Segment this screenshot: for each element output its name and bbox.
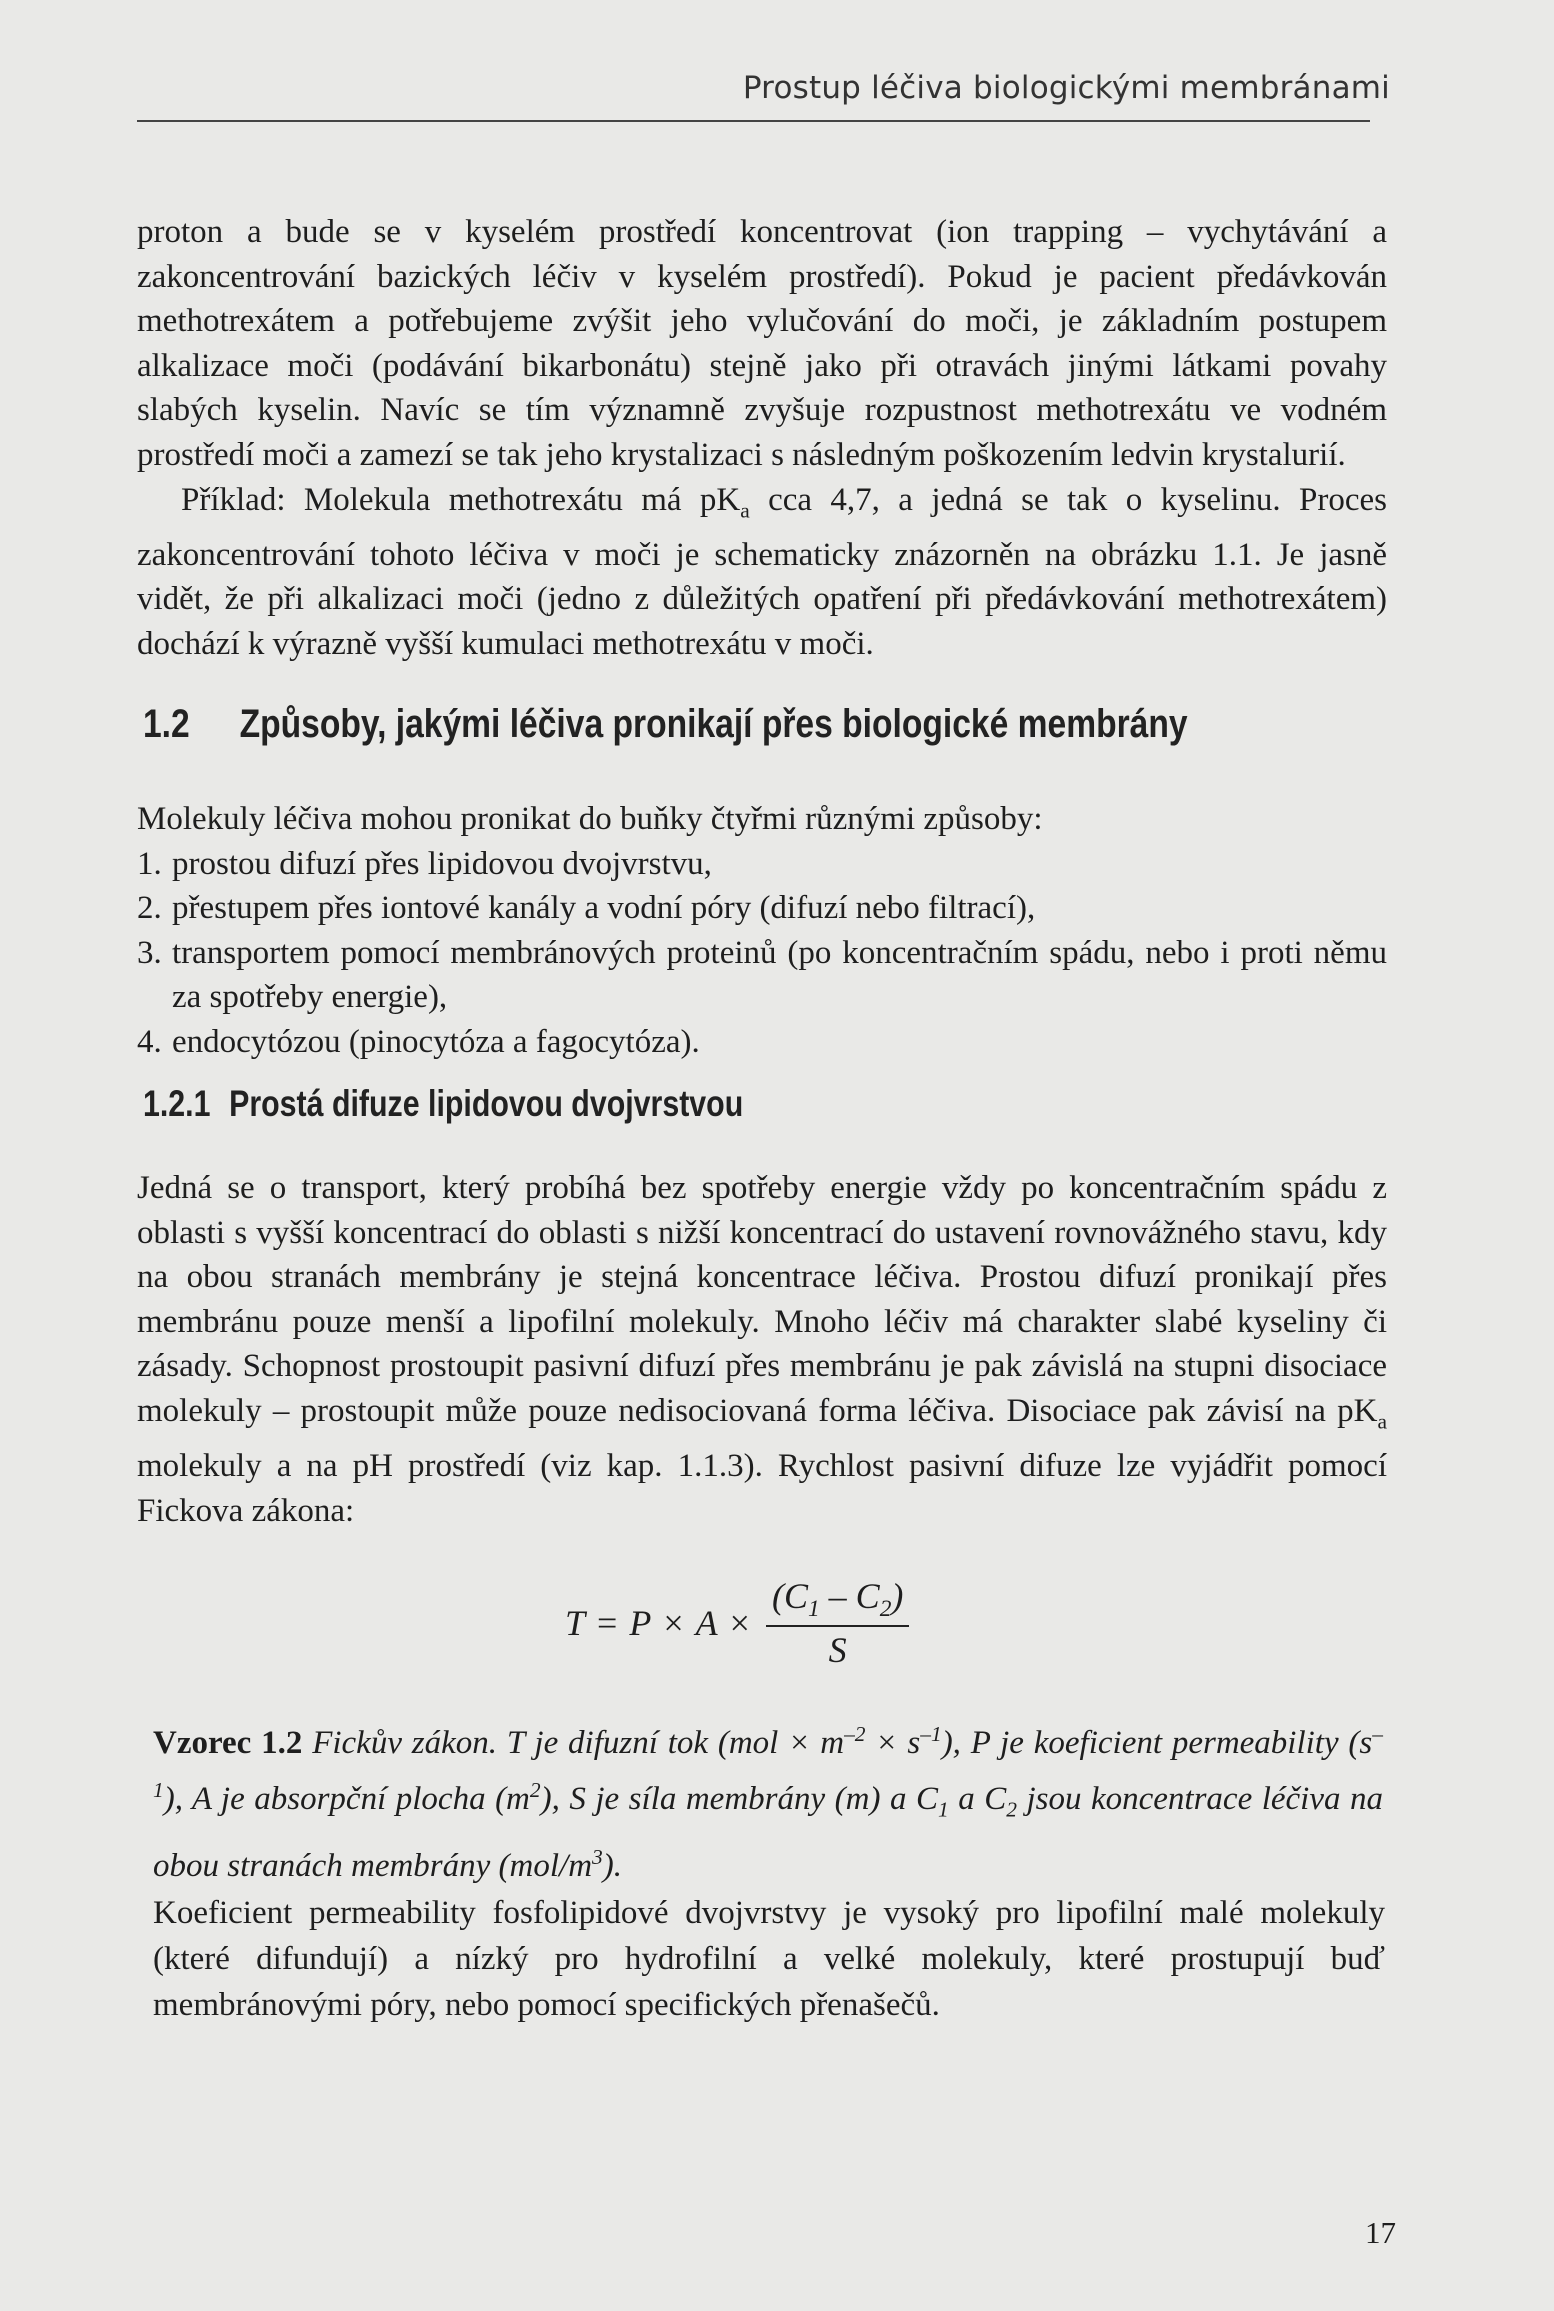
list-number: 1. — [137, 845, 162, 882]
text-run: a C — [948, 1781, 1007, 1817]
subscript: 1 — [937, 1797, 949, 1822]
text-run: Fickův zákon. T je difuzní tok (mol × m — [302, 1725, 845, 1761]
text-run: ). — [602, 1847, 623, 1884]
list-text: transportem pomocí membránových proteinů (po koncentračním spádu, nebo i proti němu za spotřeby energie), — [172, 934, 1387, 1016]
list-item — [137, 842, 1387, 887]
list-item — [137, 1020, 1387, 1065]
text-run: Jedná se o transport, který probíhá bez spotřeby energie vždy po koncentračním spádu z oblasti s vyšší koncentrací do oblasti s nižší koncentrací do ustavení rovnovážného stavu, kdy na obou stranách membrány je stejná koncentrace léčiva. Prostou difuzí pronikají přes membránu pouze menší a lipofilní molekuly. Mnoho léčiv má charakter slabé kyseliny či zásady. Schopnost prostoupit pasivní difuzí přes membránu je pak závislá na stupni disociace molekuly – prostoupit může pouze nedisociovaná forma léčiva. Disociace pak závisí na pK — [137, 1170, 1387, 1429]
subsection-number: 1.2.1 — [143, 1083, 211, 1124]
formula-fraction — [766, 1575, 909, 1671]
list-text: prostou difuzí přes lipidovou dvojvrstvu, — [172, 845, 712, 882]
section-body — [137, 797, 1387, 1065]
subscript: 2 — [1006, 1797, 1017, 1822]
superscript: –1 — [153, 1722, 1383, 1802]
page-number: 17 — [1365, 2215, 1396, 2250]
section-heading — [143, 702, 1188, 747]
text-run: cca 4,7, a jedná se tak o kyselinu. Proces zakoncentrování tohoto léčiva v moči je schematicky znázorněn na obrázku 1.1. Je jasně vidět, že při alkalizaci moči (jedno z důležitých opatření při předávkování methotrexátem) dochází k výrazně vyšší kumulaci methotrexátu v moči. — [137, 481, 1387, 662]
list-item — [137, 886, 1387, 931]
header-rule — [137, 120, 1370, 122]
formula-p: P — [629, 1603, 652, 1644]
formula-a: A — [695, 1603, 718, 1644]
list-text: přestupem přes iontové kanály a vodní póry (difuzí nebo filtrací), — [172, 890, 1036, 927]
formula-numerator — [766, 1575, 909, 1625]
closing-paragraph: Koeficient permeability fosfolipidové dvojvrstvy je vysoký pro lipofilní malé molekuly (které difundují) a nízký pro hydrofilní a velké molekuly, které prostupují buď membránovými póry, nebo pomocí specifických přenašečů. — [153, 1895, 1385, 2023]
text-run: ), A je absorpční plocha (m — [163, 1781, 530, 1817]
intro-paragraph-1: proton a bude se v kyselém prostředí koncentrovat (ion trapping – vychytávání a zakoncentrování bazických léčiv v kyselém prostředí). Pokud je pacient předávkován methotrexátem a potřebujeme zvýšit jeho vylučování do moči, je základním postupem alkalizace moči (podávání bikarbonátu) stejně jako při otravách jinými látkami povahy slabých kyselin. Navíc se tím významně zvyšuje rozpustnost methotrexátu ve vodném prostředí moči a zamezí se tak jeho krystalizaci s následným poškozením ledvin krystalurií. — [137, 214, 1387, 473]
caption-label: Vzorec 1.2 — [153, 1725, 303, 1761]
section-lead: Molekuly léčiva mohou pronikat do buňky čtyřmi různými způsoby: — [137, 801, 1043, 837]
formula-times: × — [663, 1603, 684, 1644]
superscript: 3 — [592, 1844, 603, 1869]
intro-paragraph-2 — [137, 478, 1387, 667]
subscript: a — [740, 498, 750, 523]
superscript: 2 — [529, 1778, 541, 1802]
text-run: × s — [865, 1725, 921, 1761]
subsection-title: Prostá difuze lipidovou dvojvrstvou — [229, 1083, 744, 1124]
diffusion-paragraph — [137, 1166, 1387, 1533]
formula-denominator: S — [828, 1630, 847, 1671]
text-run: ) — [891, 1576, 904, 1616]
superscript: –1 — [920, 1722, 942, 1746]
running-head: Prostup léčiva biologickými membránami — [742, 70, 1390, 106]
superscript: –2 — [844, 1722, 866, 1746]
list-number: 3. — [137, 934, 162, 971]
subscript: 2 — [879, 1596, 892, 1623]
text-run: molekuly a na pH prostředí (viz kap. 1.1.3). Rychlost pasivní difuze lze vyjádřit pomocí Fickova zákona: — [137, 1448, 1387, 1529]
text-run: – C — [819, 1576, 880, 1616]
subsection-body — [137, 1166, 1387, 1533]
list-number: 4. — [137, 1023, 162, 1060]
formula-t: T — [565, 1603, 586, 1644]
text-run: ), S je síla membrány (m) a C — [540, 1781, 938, 1817]
text-run: Příklad: Molekula methotrexátu má pK — [181, 481, 741, 518]
list-item — [137, 931, 1387, 1020]
text-run: jsou koncentrace léčiva na obou stranách membrány (mol/m — [153, 1781, 1383, 1884]
section-title: Způsoby, jakými léčiva pronikají přes biologické membrány — [239, 702, 1188, 746]
subscript: a — [1377, 1409, 1387, 1434]
intro-text — [137, 210, 1387, 667]
methods-list — [137, 842, 1387, 1065]
fick-formula — [565, 1575, 909, 1671]
formula-times: × — [729, 1603, 750, 1644]
list-number: 2. — [137, 890, 162, 927]
formula-caption — [153, 1711, 1383, 1890]
list-text: endocytózou (pinocytóza a fagocytóza). — [172, 1023, 700, 1060]
section-number: 1.2 — [143, 702, 190, 746]
closing-text — [153, 1890, 1385, 2028]
subsection-heading — [143, 1083, 743, 1125]
text-run: (C — [771, 1576, 808, 1616]
subscript: 1 — [807, 1596, 820, 1623]
text-run: ), P je koeficient permeability (s — [941, 1725, 1373, 1761]
formula-equals: = — [597, 1603, 618, 1644]
